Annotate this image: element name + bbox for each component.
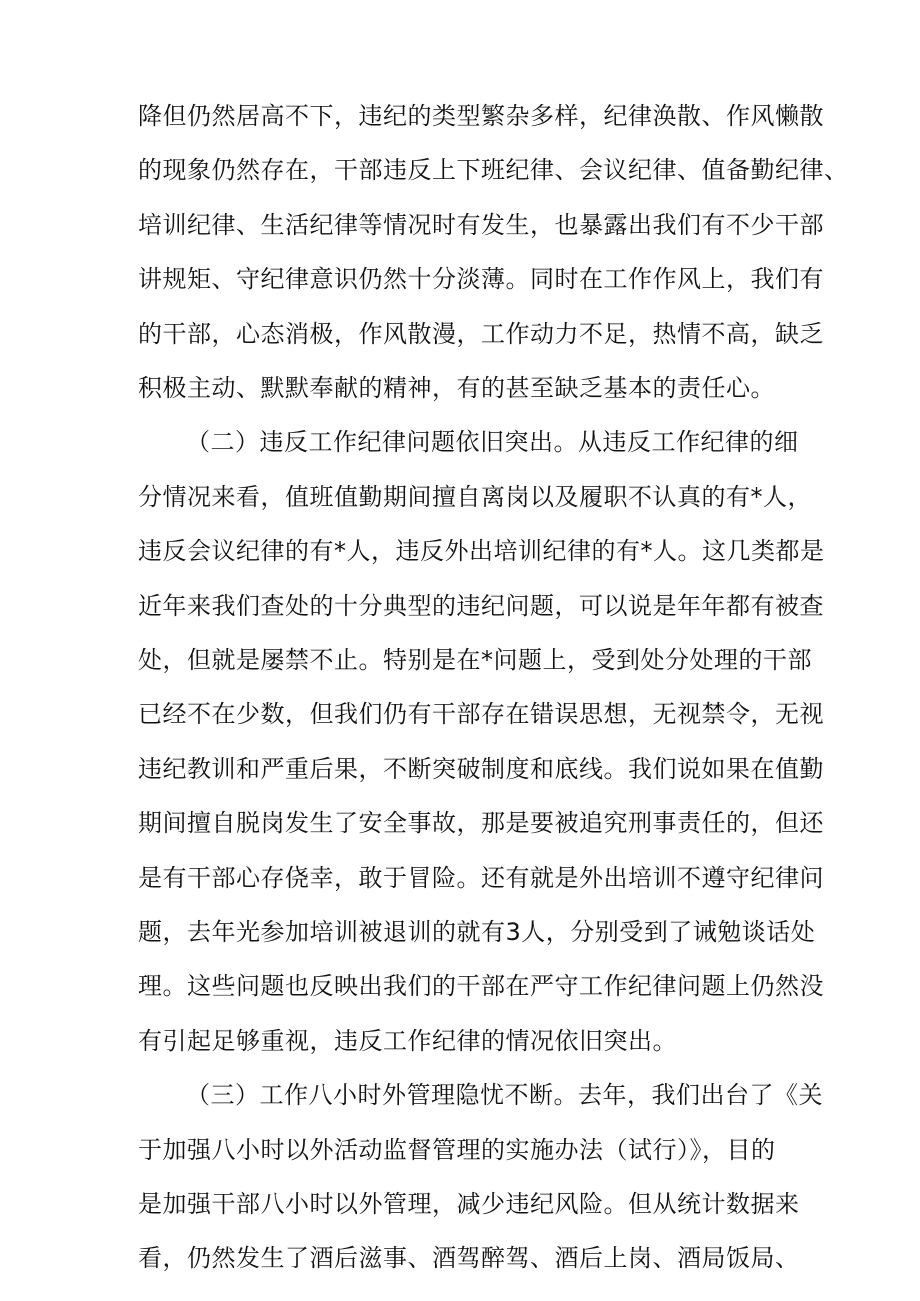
- text-line: 题，去年光参加培训被退训的就有3人，分别受到了诫勉谈话处: [138, 918, 816, 946]
- text-line: 近年来我们查处的十分典型的违纪问题，可以说是年年都有被查: [138, 592, 824, 620]
- text-line: 讲规矩、守纪律意识仍然十分淡薄。同时在工作作风上，我们有: [138, 265, 824, 293]
- text-line: 积极主动、默默奉献的精神，有的甚至缺乏基本的责任心。: [138, 374, 775, 402]
- text-line: 违纪教训和严重后果，不断突破制度和底线。我们说如果在值勤: [138, 755, 824, 783]
- text-line: 于加强八小时以外活动监督管理的实施办法（试行）》，目的: [138, 1136, 776, 1164]
- text-line: 是有干部心存侥幸，敢于冒险。还有就是外出培训不遵守纪律问: [138, 864, 824, 892]
- text-line: 分情况来看，值班值勤期间擅自离岗以及履职不认真的有*人，: [138, 483, 812, 511]
- text-line: 是加强干部八小时以外管理，减少违纪风险。但从统计数据来: [138, 1190, 800, 1218]
- text-line: 培训纪律、生活纪律等情况时有发生，也暴露出我们有不少干部: [138, 211, 824, 239]
- text-line: 处，但就是屡禁不止。特别是在*问题上，受到处分处理的干部: [138, 646, 812, 674]
- text-line: 的现象仍然存在，干部违反上下班纪律、会议纪律、值备勤纪律、: [138, 156, 849, 184]
- section-heading-line: （二）违反工作纪律问题依旧突出。从违反工作纪律的细: [186, 428, 799, 456]
- text-line: 期间擅自脱岗发生了安全事故，那是要被追究刑事责任的，但还: [138, 809, 824, 837]
- text-line: 看，仍然发生了酒后滋事、酒驾醉驾、酒后上岗、酒局饭局、: [138, 1244, 800, 1272]
- text-line: 已经不在少数，但我们仍有干部存在错误思想，无视禁令，无视: [138, 700, 824, 728]
- section-heading-line: （三）工作八小时外管理隐忧不断。去年，我们出台了《关: [186, 1081, 823, 1109]
- text-line: 降但仍然居高不下，违纪的类型繁杂多样，纪律涣散、作风懒散: [138, 102, 824, 130]
- text-line: 有引起足够重视，违反工作纪律的情况依旧突出。: [138, 1027, 677, 1055]
- text-line: 理。这些问题也反映出我们的干部在严守工作纪律问题上仍然没: [138, 972, 824, 1000]
- text-line: 违反会议纪律的有*人，违反外出培训纪律的有*人。这几类都是: [138, 537, 825, 565]
- text-line: 的干部，心态消极，作风散漫，工作动力不足，热情不高，缺乏: [138, 320, 824, 348]
